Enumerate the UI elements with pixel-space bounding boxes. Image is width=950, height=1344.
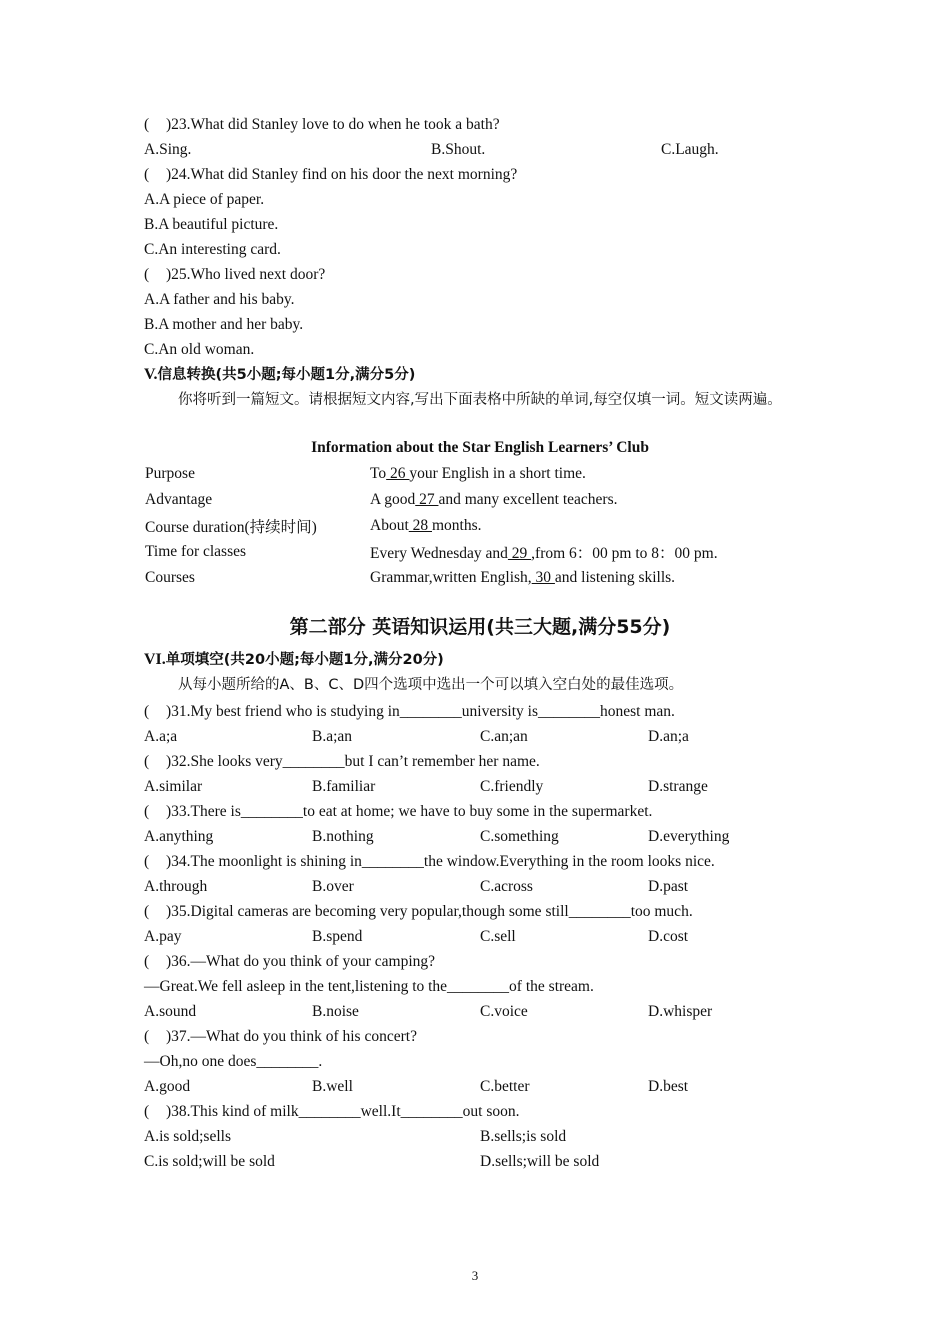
question-stem	[144, 749, 816, 774]
answer-option: A.A father and his baby.	[144, 291, 295, 308]
value-text: About	[370, 517, 409, 534]
section-5-instruction: 你将听到一篇短文。请根据短文内容,写出下面表格中所缺的单词,每空仅填一词。短文读两遍。	[178, 392, 782, 408]
question-text: )35.Digital cameras are becoming very popular,though some still________too much.	[166, 903, 693, 920]
answer-option: A.through	[144, 878, 208, 895]
answer-option: A.sound	[144, 1003, 197, 1020]
answer-option: C.An old woman.	[144, 341, 255, 358]
answer-option: D.strange	[648, 778, 708, 795]
answer-option: B.nothing	[312, 828, 374, 845]
answer-bracket: (	[144, 1103, 150, 1120]
answer-bracket: (	[144, 166, 150, 183]
row-value	[370, 487, 718, 513]
question-text: )32.She looks very________but I can’t remember her name.	[166, 753, 540, 770]
question-stem	[144, 112, 816, 137]
question-text: )25.Who lived next door?	[166, 266, 326, 283]
page-number: 3	[471, 1268, 479, 1283]
answer-option: C.An interesting card.	[144, 241, 281, 258]
question-stem	[144, 1099, 816, 1124]
dialogue-line: —Oh,no one does________.	[144, 1053, 323, 1070]
row-value	[370, 461, 718, 487]
options-row	[144, 724, 816, 749]
answer-option: B.familiar	[312, 778, 376, 795]
row-label: Courses	[145, 569, 195, 586]
options-row	[144, 924, 816, 949]
options-row	[144, 999, 816, 1024]
dialogue-line: —Great.We fell asleep in the tent,listening to the________of the stream.	[144, 978, 594, 995]
answer-option: B.a;an	[312, 728, 353, 745]
answer-blank: 29	[507, 545, 532, 562]
question-text: )33.There is________to eat at home; we have to buy some in the supermarket.	[166, 803, 653, 820]
value-text: and many excellent teachers.	[438, 491, 618, 508]
section-6-instruction: 从每小题所给的A、B、C、D四个选项中选出一个可以填入空白处的最佳选项。	[178, 677, 684, 693]
answer-option: C.friendly	[480, 778, 544, 795]
answer-blank: 30	[531, 569, 555, 586]
section-6-numeral: VI.	[144, 651, 166, 668]
value-text: To	[370, 465, 387, 482]
answer-option: B.spend	[312, 928, 363, 945]
value-text: A good	[370, 491, 416, 508]
answer-option: B.over	[312, 878, 354, 895]
value-text: Every Wednesday and	[370, 545, 508, 562]
value-text: your English in a short time.	[409, 465, 586, 482]
row-value	[370, 513, 718, 539]
answer-option: B.A mother and her baby.	[144, 316, 304, 333]
table-row	[145, 565, 718, 591]
answer-option: D.an;a	[648, 728, 689, 745]
answer-bracket: (	[144, 703, 150, 720]
answer-option: D.whisper	[648, 1003, 713, 1020]
question-text: )31.My best friend who is studying in________university is________honest man.	[166, 703, 675, 720]
options-row	[144, 874, 816, 899]
answer-bracket: (	[144, 853, 150, 870]
answer-option: A.Sing.	[144, 141, 192, 158]
row-label: Purpose	[145, 465, 195, 482]
answer-bracket: (	[144, 953, 150, 970]
options-row	[144, 137, 816, 162]
value-text: ,from 6：00 pm to 8：00 pm.	[531, 545, 718, 562]
answer-option: C.sell	[480, 928, 516, 945]
answer-option: B.well	[312, 1078, 353, 1095]
question-stem	[144, 899, 816, 924]
options-row	[144, 824, 816, 849]
answer-option: D.everything	[648, 828, 730, 845]
table-row	[145, 513, 718, 539]
answer-option: C.is sold;will be sold	[144, 1153, 275, 1170]
row-label: Time for classes	[145, 543, 247, 560]
listening-questions	[144, 112, 816, 362]
answer-option: C.something	[480, 828, 559, 845]
grammar-questions	[144, 699, 816, 1174]
question-text: )24.What did Stanley find on his door the next morning?	[166, 166, 518, 183]
answer-option: B.A beautiful picture.	[144, 216, 279, 233]
question-text: )34.The moonlight is shining in________the window.Everything in the room looks nice.	[166, 853, 715, 870]
row-label: Advantage	[145, 491, 213, 508]
value-text: and listening skills.	[554, 569, 676, 586]
part-2-title: 第二部分 英语知识运用(共三大题,满分55分)	[289, 616, 671, 638]
table-row	[145, 539, 718, 565]
answer-bracket: (	[144, 803, 150, 820]
info-table	[145, 461, 718, 591]
options-row	[144, 1124, 816, 1149]
answer-option: A.is sold;sells	[144, 1128, 231, 1145]
table-row	[145, 487, 718, 513]
answer-option: C.Laugh.	[661, 141, 719, 158]
answer-option: B.noise	[312, 1003, 359, 1020]
options-row	[144, 1149, 816, 1174]
question-text: )38.This kind of milk________well.It________out soon.	[166, 1103, 520, 1120]
answer-option: B.Shout.	[431, 141, 486, 158]
answer-bracket: (	[144, 116, 150, 133]
question-stem	[144, 162, 816, 187]
answer-option: C.voice	[480, 1003, 528, 1020]
answer-bracket: (	[144, 903, 150, 920]
answer-blank: 26	[386, 465, 410, 482]
options-row	[144, 774, 816, 799]
exam-page	[144, 112, 816, 1174]
table-row	[145, 461, 718, 487]
answer-option: A.good	[144, 1078, 191, 1095]
answer-blank: 28	[408, 517, 432, 534]
table-title: Information about the Star English Learners’ Club	[311, 439, 649, 456]
answer-option: C.better	[480, 1078, 530, 1095]
answer-option: D.past	[648, 878, 689, 895]
question-stem	[144, 949, 816, 974]
answer-bracket: (	[144, 753, 150, 770]
answer-bracket: (	[144, 266, 150, 283]
value-text: Grammar,written English,	[370, 569, 532, 586]
answer-option: A.similar	[144, 778, 203, 795]
answer-blank: 27	[415, 491, 439, 508]
options-row	[144, 1074, 816, 1099]
section-6-title: 单项填空(共20小题;每小题1分,满分20分)	[165, 652, 444, 668]
row-value	[370, 539, 718, 565]
answer-option: C.an;an	[480, 728, 528, 745]
question-text: )37.—What do you think of his concert?	[166, 1028, 417, 1045]
answer-option: C.across	[480, 878, 533, 895]
answer-option: D.cost	[648, 928, 689, 945]
question-stem	[144, 849, 816, 874]
answer-option: D.best	[648, 1078, 689, 1095]
question-stem	[144, 1024, 816, 1049]
question-text: )36.—What do you think of your camping?	[166, 953, 436, 970]
answer-option: A.A piece of paper.	[144, 191, 265, 208]
section-5-numeral: V.	[144, 366, 158, 383]
section-5-heading	[144, 362, 816, 387]
answer-bracket: (	[144, 1028, 150, 1045]
question-stem	[144, 262, 816, 287]
value-text: months.	[432, 517, 482, 534]
answer-option: A.pay	[144, 928, 182, 945]
question-stem	[144, 799, 816, 824]
row-label: Course duration(持续时间)	[145, 519, 317, 536]
answer-option: D.sells;will be sold	[480, 1153, 600, 1170]
question-text: )23.What did Stanley love to do when he took a bath?	[166, 116, 500, 133]
answer-option: A.a;a	[144, 728, 178, 745]
section-6-heading	[144, 647, 816, 672]
row-value	[370, 565, 718, 591]
section-5-title: 信息转换(共5小题;每小题1分,满分5分)	[157, 367, 416, 383]
answer-option: B.sells;is sold	[480, 1128, 567, 1145]
question-stem	[144, 699, 816, 724]
answer-option: A.anything	[144, 828, 214, 845]
